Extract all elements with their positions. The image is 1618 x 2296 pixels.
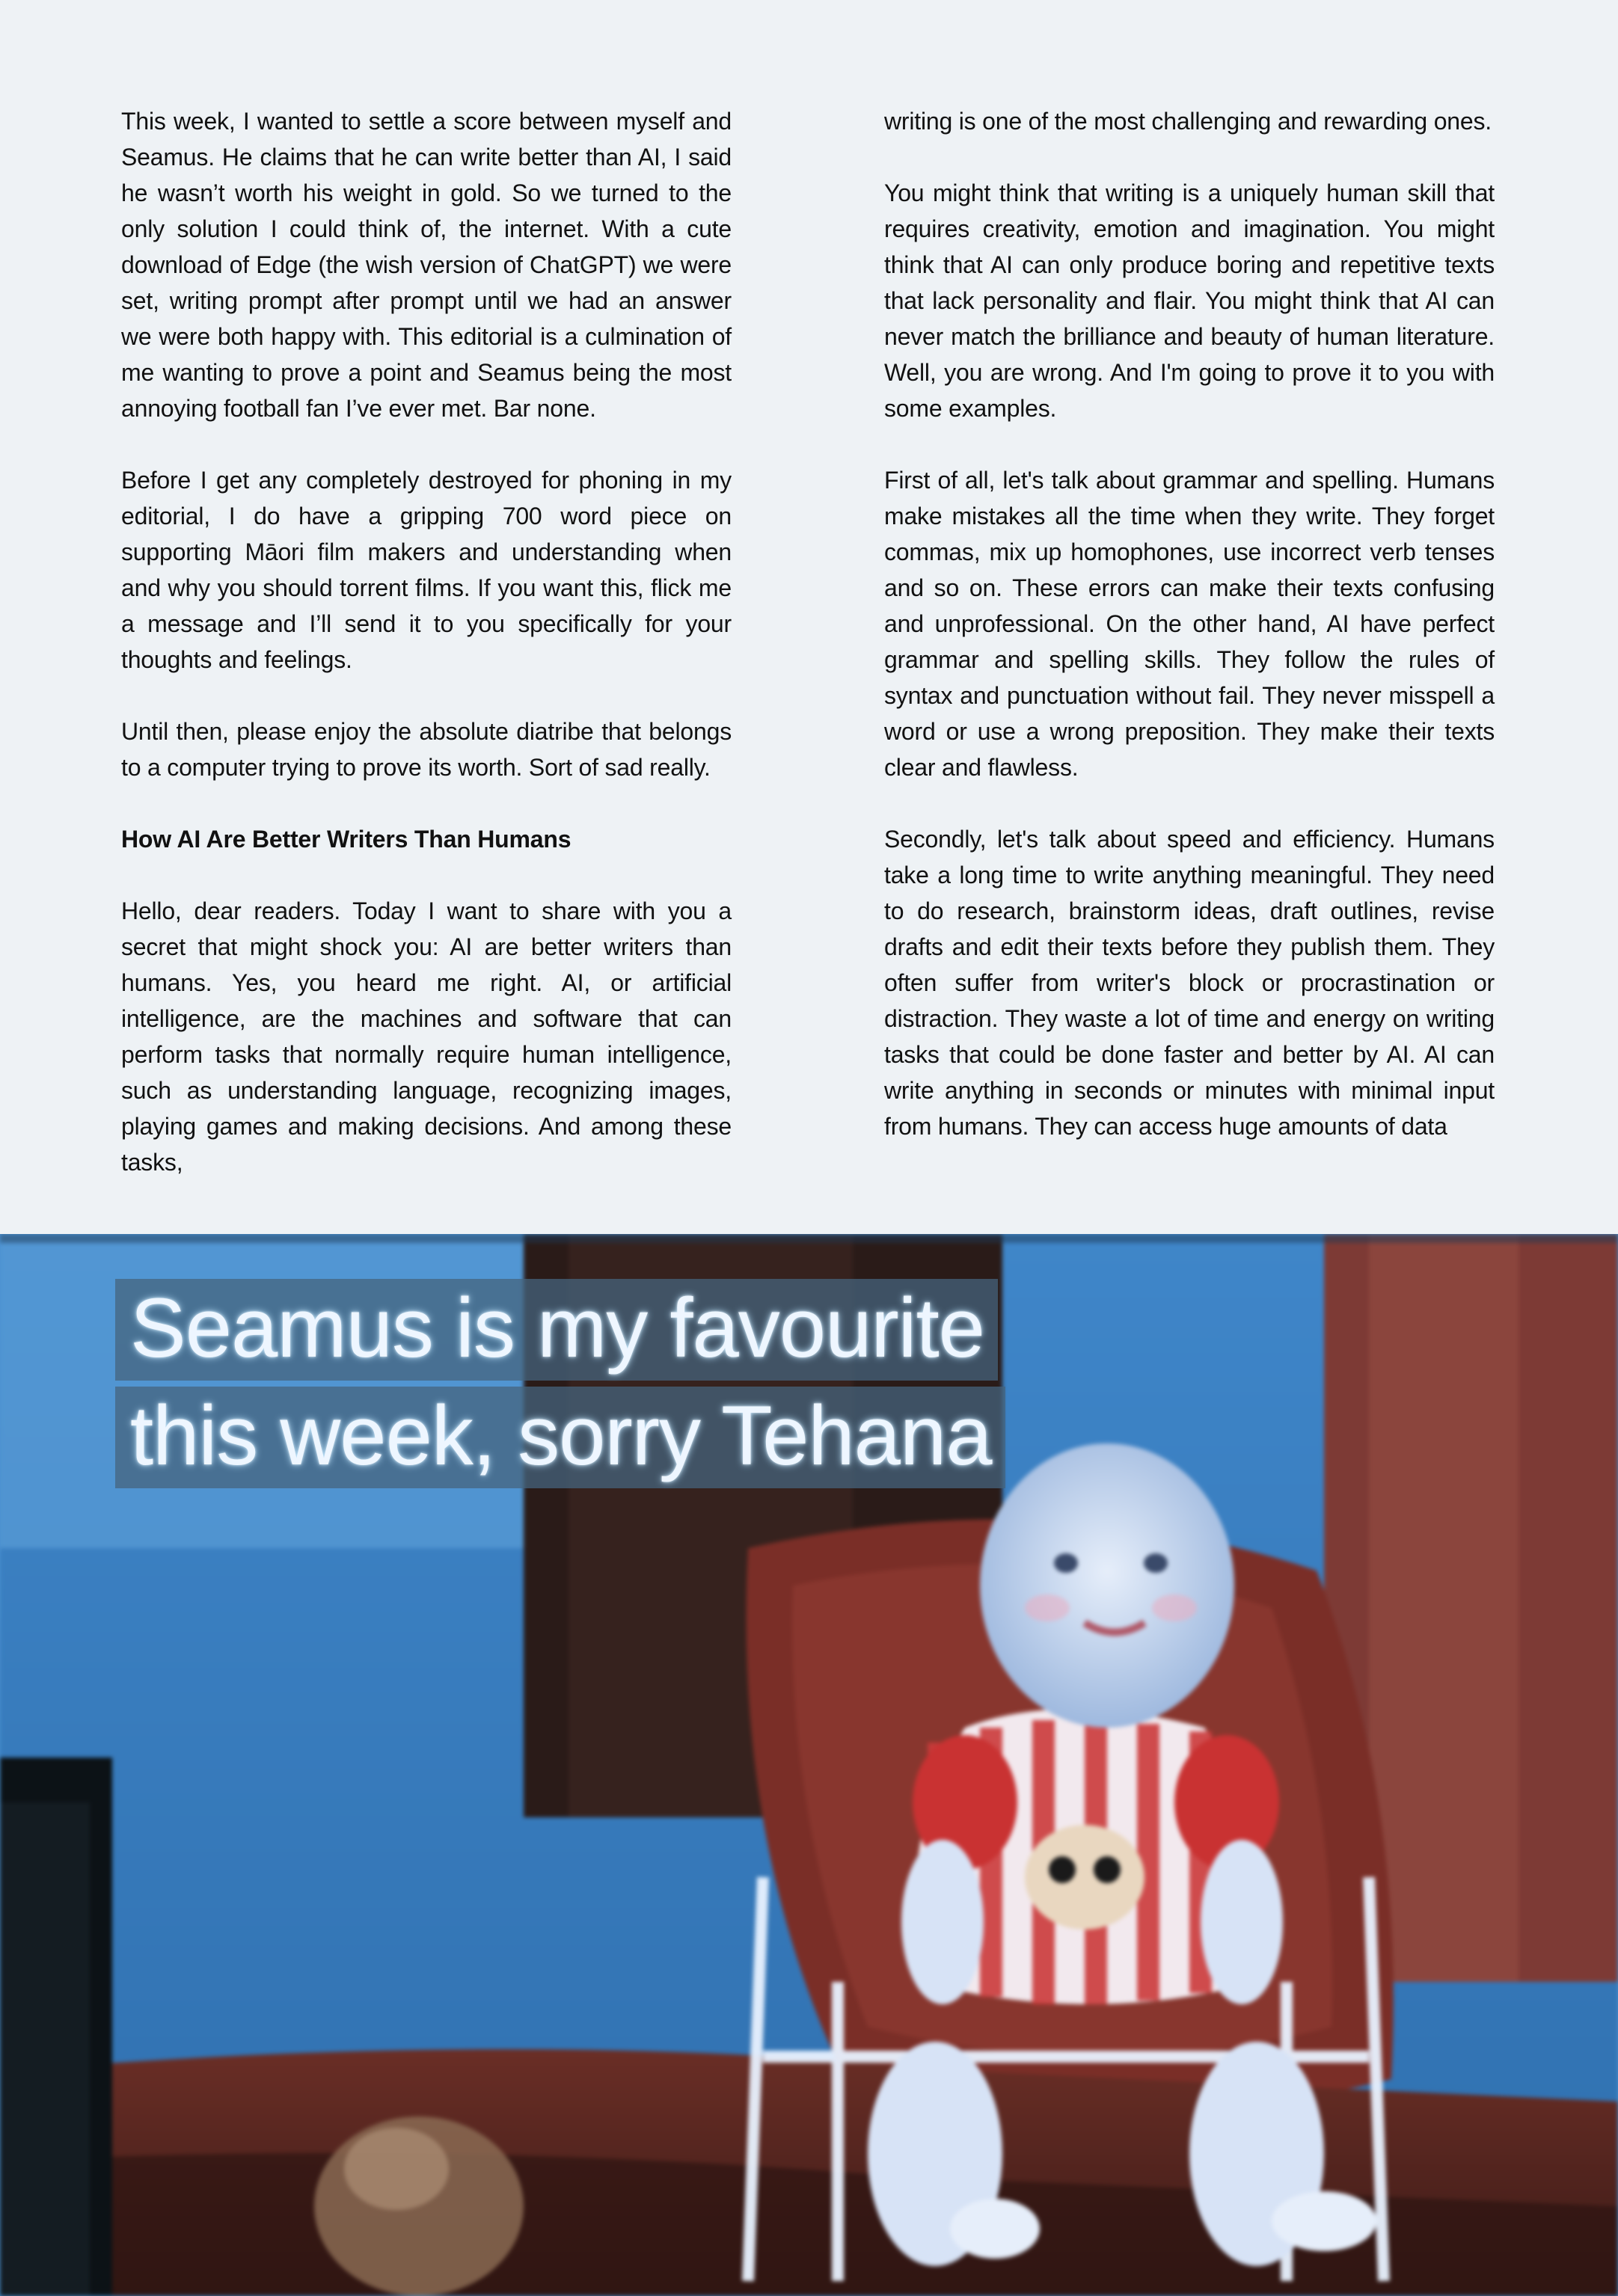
- caption-line-1: Seamus is my favourite: [115, 1279, 998, 1381]
- photo-caption: [115, 1279, 1005, 1494]
- editorial-paragraph-2: Before I get any completely destroyed for phoning in my editorial, I do have a gripping 700 word piece on supporting Māori film makers and understanding when and why you should torrent films. If you want this, flick me a message and I’ll send it to you specifically for your thoughts and feelings.: [121, 467, 732, 673]
- article-heading: How AI Are Better Writers Than Humans: [121, 826, 571, 853]
- editorial-paragraph-1: This week, I wanted to settle a score between myself and Seamus. He claims that he can write better than AI, I said he wasn’t worth his weight in gold. So we turned to the only solution I could think of, the internet. With a cute download of Edge (the wish version of ChatGPT) we were set, writing prompt after prompt until we had an answer we were both happy with. This editorial is a culmination of me wanting to prove a point and Seamus being the most annoying football fan I’ve ever met. Bar none.: [121, 108, 732, 422]
- ai-article-paragraph-4: First of all, let's talk about grammar and spelling. Humans make mistakes all the time when they write. They forget commas, mix up homophones, use incorrect verb tenses and so on. These errors can make their texts confusing and unprofessional. On the other hand, AI have perfect grammar and spelling skills. They follow the rules of syntax and punctuation without fail. They never misspell a word or use a wrong preposition. They make their texts clear and flawless.: [884, 467, 1495, 781]
- left-column: [121, 103, 732, 1176]
- baby-photo: [0, 1234, 1618, 2296]
- ai-article-paragraph-2: writing is one of the most challenging and rewarding ones.: [884, 108, 1492, 135]
- editorial-paragraph-3: Until then, please enjoy the absolute diatribe that belongs to a computer trying to prove its worth. Sort of sad really.: [121, 718, 732, 781]
- right-column: [884, 103, 1495, 1150]
- ai-article-paragraph-1: Hello, dear readers. Today I want to share with you a secret that might shock you: AI are better writers than humans. Yes, you heard me right. AI, or artificial intelligence, are the machines and software that can perform tasks that normally require human intelligence, such as understanding language, recognizing images, playing games and making decisions. And among these tasks,: [121, 897, 732, 1176]
- article-body: [121, 103, 1495, 1176]
- ai-article-paragraph-5: Secondly, let's talk about speed and efficiency. Humans take a long time to write anything meaningful. They need to do research, brainstorm ideas, draft outlines, revise drafts and edit their texts before they publish them. They often suffer from writer's block or procrastination or distraction. They waste a lot of time and energy on writing tasks that could be done faster and better by AI. AI can write anything in seconds or minutes with minimal input from humans. They can access huge amounts of data: [884, 826, 1495, 1140]
- ai-article-paragraph-3: You might think that writing is a uniquely human skill that requires creativity, emotion and imagination. You might think that AI can only produce boring and repetitive texts that lack personality and flair. You might think that AI can never match the brilliance and beauty of human literature. Well, you are wrong. And I'm going to prove it to you with some examples.: [884, 179, 1495, 422]
- caption-line-2: this week, sorry Tehana: [115, 1387, 1005, 1488]
